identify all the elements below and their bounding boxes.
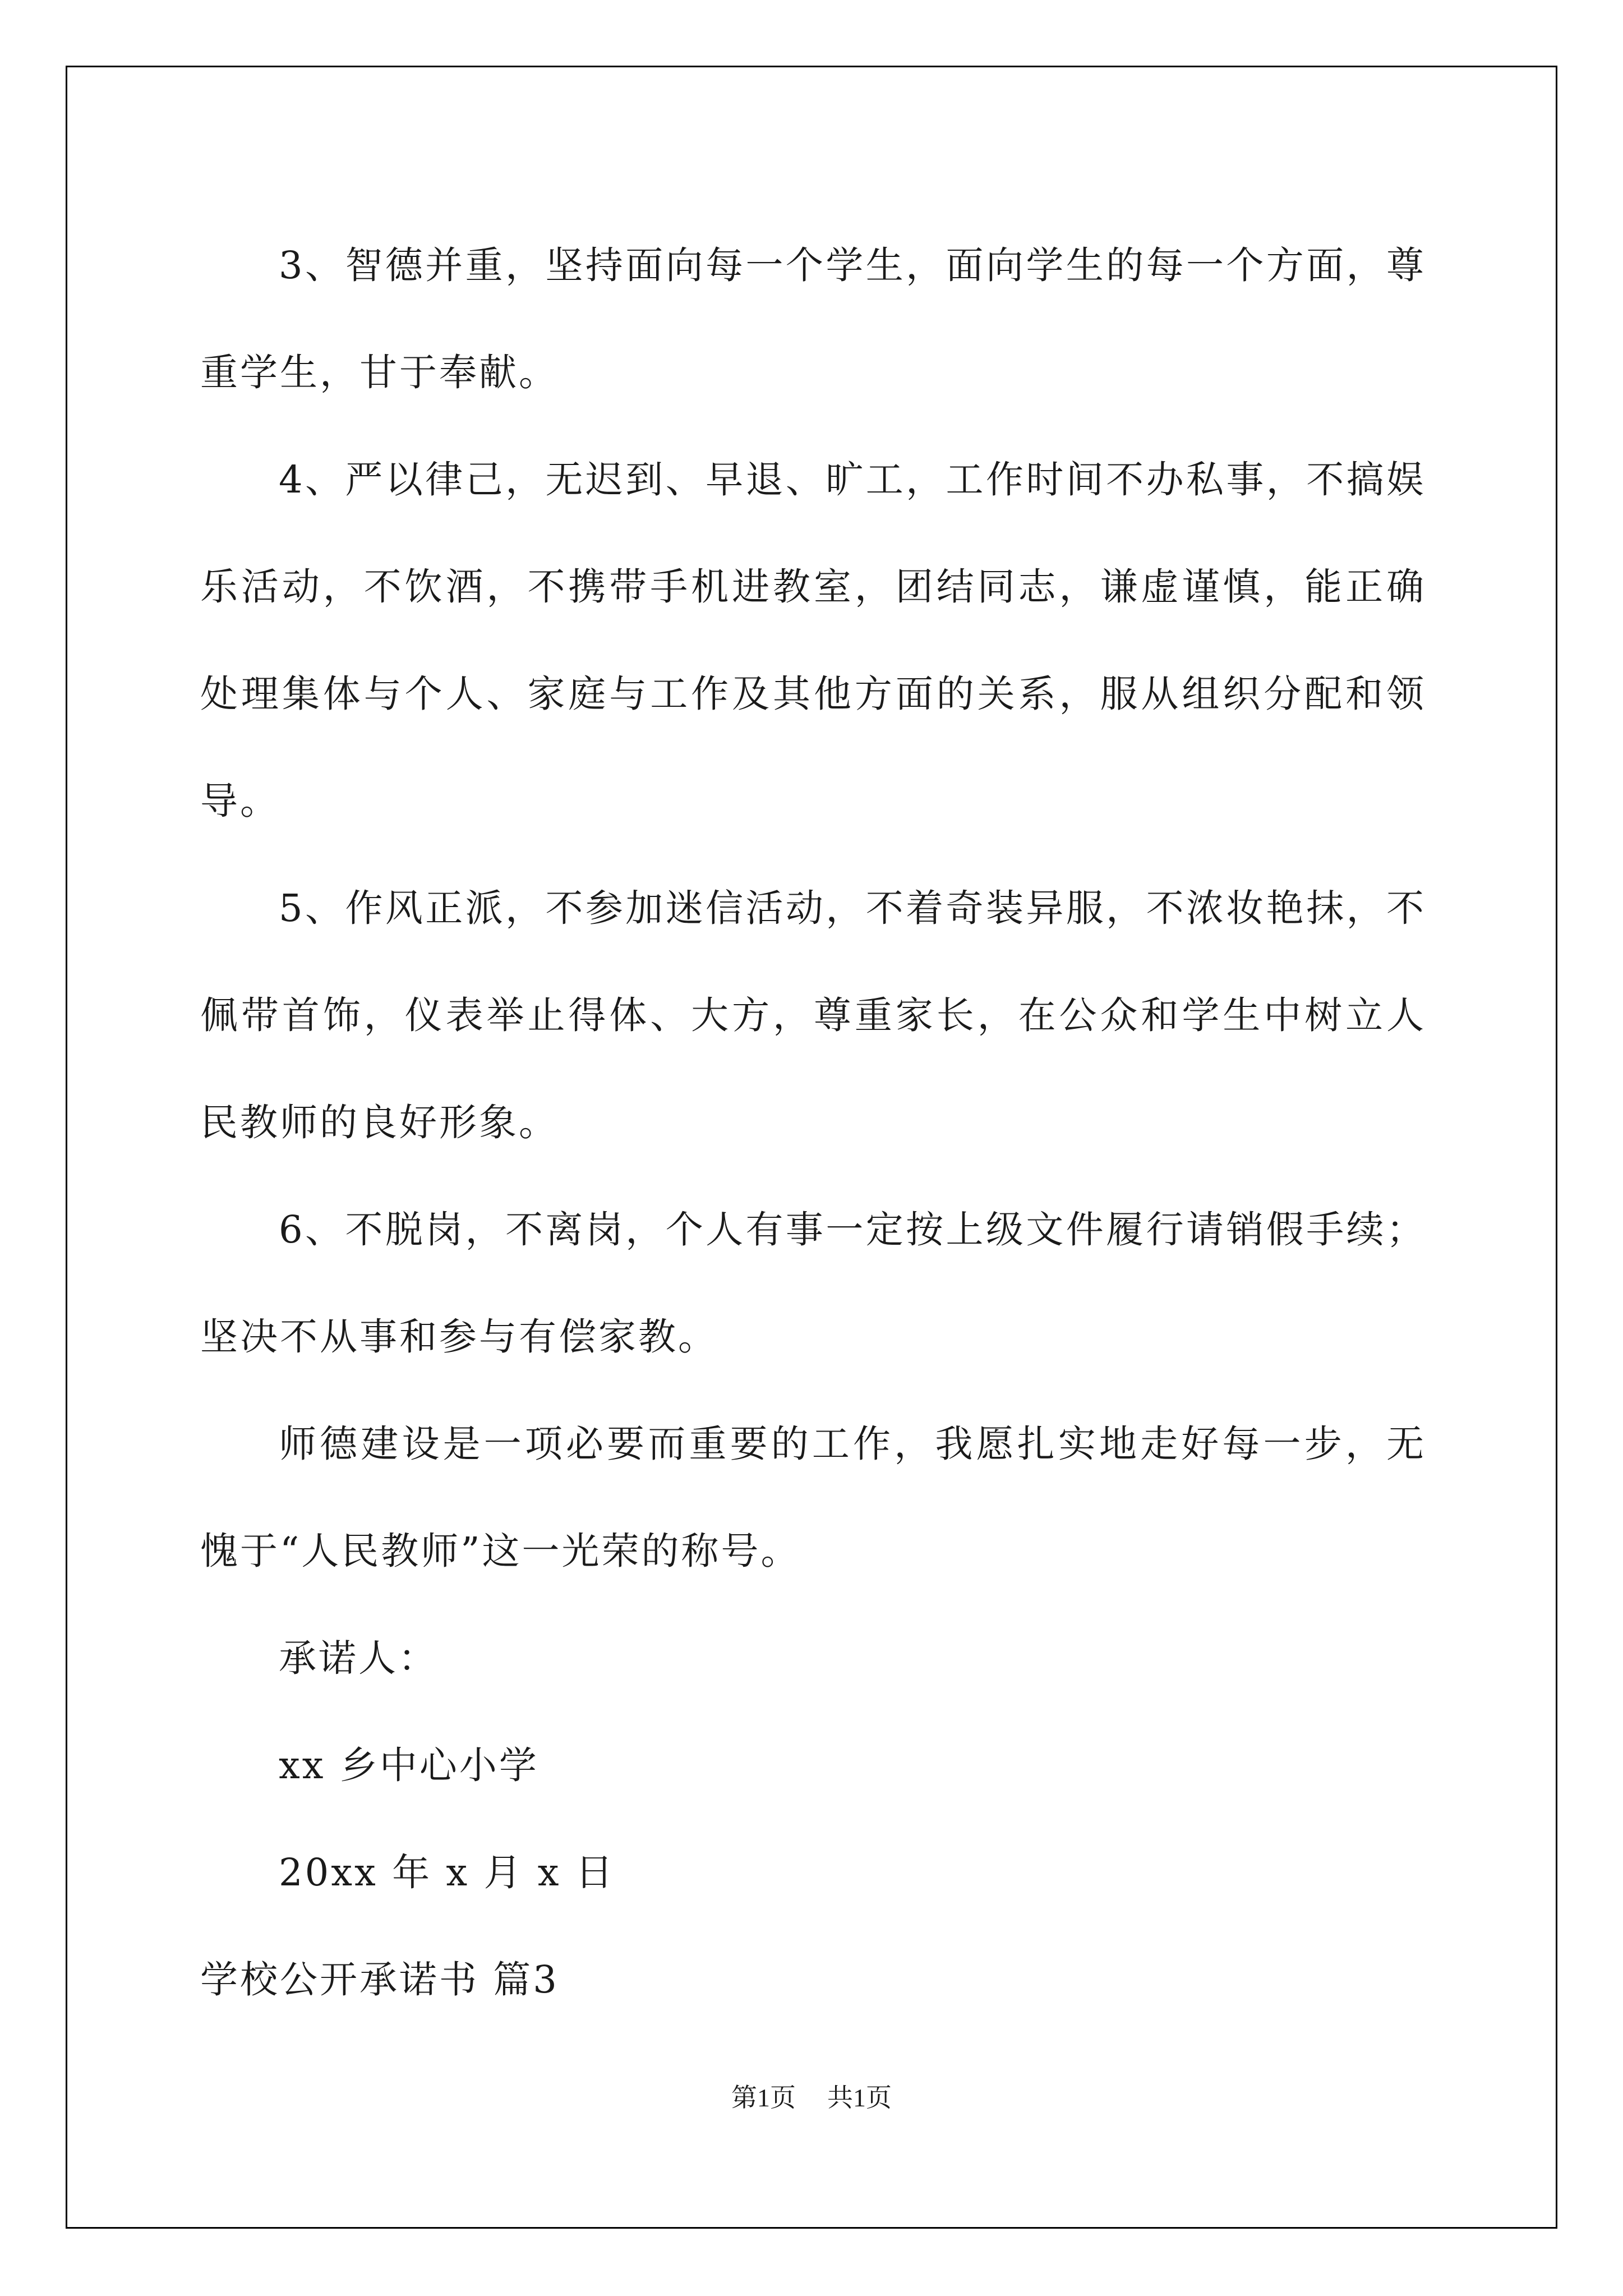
signature-date: 20xx 年 x 月 x 日 [279, 1851, 615, 1894]
paragraph-item-4: 4、严以律己，无迟到、早退、旷工，工作时间不办私事，不搞娱乐活动，不饮酒，不携带手机进教室，团结同志，谦虚谨慎，能正确处理集体与个人、家庭与工作及其他方面的关系，服从组织分配和领导。 [200, 458, 1426, 823]
page-footer [0, 2081, 1623, 2115]
section-title: 学校公开承诺书 篇3 [200, 1958, 559, 2001]
paragraph-conclusion: 师德建设是一项必要而重要的工作，我愿扎实地走好每一步，无愧于“人民教师”这一光荣的称号。 [200, 1422, 1426, 1573]
paragraph-item-6: 6、不脱岗，不离岗，个人有事一定按上级文件履行请销假手续；坚决不从事和参与有偿家教。 [200, 1208, 1426, 1359]
promiser-label: 承诺人： [279, 1636, 438, 1680]
document-body [200, 212, 1426, 2033]
school-name: xx 乡中心小学 [279, 1743, 539, 1787]
page-total: 共1页 [827, 2083, 892, 2112]
paragraph-item-3: 3、智德并重，坚持面向每一个学生，面向学生的每一个方面，尊重学生，甘于奉献。 [200, 243, 1426, 394]
paragraph-item-5: 5、作风正派，不参加迷信活动，不着奇装异服，不浓妆艳抹，不佩带首饰，仪表举止得体、大方，尊重家长，在公众和学生中树立人民教师的良好形象。 [200, 886, 1426, 1144]
page-number: 第1页 [731, 2083, 796, 2112]
